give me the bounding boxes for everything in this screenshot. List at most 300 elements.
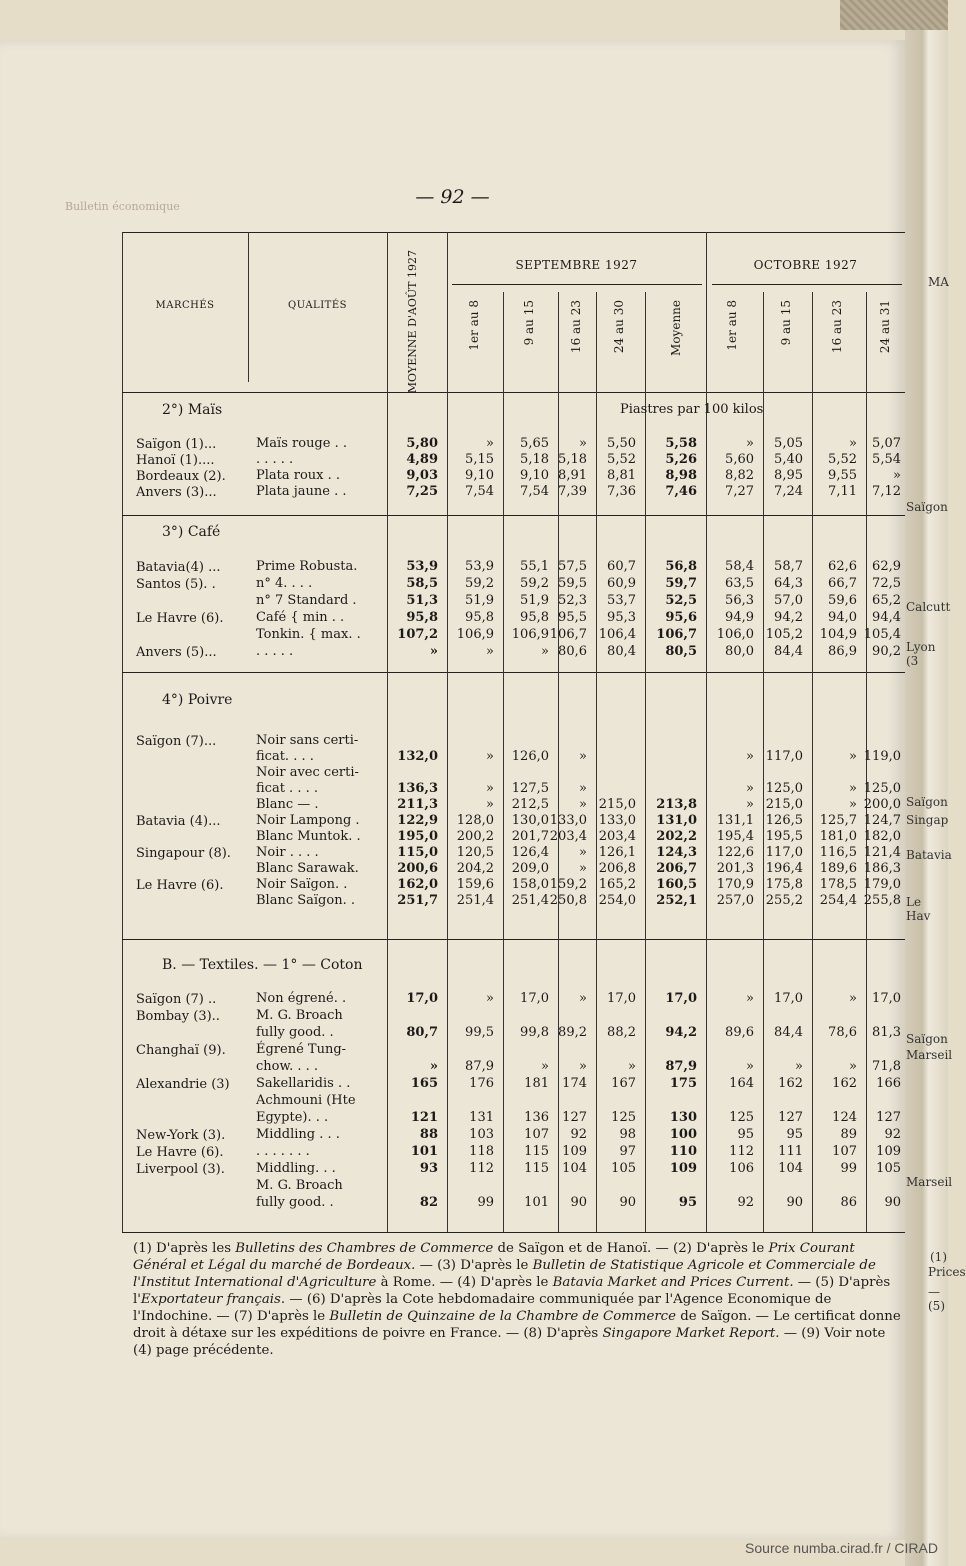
- price-value: 58,5: [406, 576, 438, 591]
- price-value: 159,2: [549, 877, 587, 892]
- price-value: 7,36: [607, 484, 636, 499]
- price-value: »: [486, 781, 494, 796]
- price-value: 118: [469, 1144, 494, 1159]
- price-value: »: [579, 781, 587, 796]
- price-value: 95,8: [465, 610, 494, 625]
- price-table: [122, 232, 905, 1232]
- price-value: 90: [619, 1195, 636, 1210]
- footnote-text: de Saïgon. — Le certificat donne droit à détaxe sur les expéditions de poivre en France. — (8) D'après: [133, 1309, 901, 1341]
- edge-fragment: Calcutt: [906, 600, 951, 614]
- quality-label: Egypte). . .: [256, 1110, 329, 1125]
- price-value: 9,55: [828, 468, 857, 483]
- price-value: 250,8: [549, 893, 587, 908]
- edge-fragment: — (5): [928, 1285, 945, 1313]
- price-value: 200,2: [456, 829, 494, 844]
- price-value: 206,7: [656, 861, 697, 876]
- price-value: 5,58: [665, 436, 697, 451]
- edge-fragment: Saïgon: [906, 500, 948, 514]
- price-value: 51,9: [465, 593, 494, 608]
- price-value: 206,8: [598, 861, 636, 876]
- quality-label: Plata jaune . .: [256, 484, 347, 499]
- price-value: 51,3: [406, 593, 438, 608]
- price-value: 126,4: [511, 845, 549, 860]
- footnote-title: Exportateur français.: [140, 1292, 286, 1307]
- section-rule: [122, 939, 905, 940]
- price-value: 59,5: [558, 576, 587, 591]
- price-value: 90: [884, 1195, 901, 1210]
- table-top-rule: [122, 232, 905, 233]
- market-label: Santos (5). .: [136, 577, 216, 592]
- market-label: Le Havre (6).: [136, 611, 224, 626]
- price-value: 51,9: [520, 593, 549, 608]
- price-value: 106,4: [598, 627, 636, 642]
- price-value: 126,1: [598, 845, 636, 860]
- price-value: 106,7: [656, 627, 697, 642]
- subheader: 16 au 23: [569, 300, 583, 354]
- price-value: 106,0: [716, 627, 754, 642]
- price-value: 7,46: [665, 484, 697, 499]
- price-value: 59,2: [465, 576, 494, 591]
- quality-label: . . . . .: [256, 452, 294, 467]
- quality-label: Noir avec certi-: [256, 765, 359, 780]
- price-value: 57,0: [774, 593, 803, 608]
- market-label: Saïgon (7)...: [136, 734, 217, 749]
- price-value: 200,0: [863, 797, 901, 812]
- section-rule: [122, 515, 905, 516]
- price-value: 17,0: [520, 991, 549, 1006]
- price-value: 106,9: [456, 627, 494, 642]
- table-bottom-rule: [122, 1232, 905, 1233]
- price-value: 101: [524, 1195, 549, 1210]
- market-label: Saïgon (7) ..: [136, 992, 217, 1007]
- price-value: 84,4: [774, 1025, 803, 1040]
- price-value: 63,5: [725, 576, 754, 591]
- footnote-title: Bulletin de Statistique Agricole et Commerciale de l'Institut International d'Agriculture: [133, 1258, 876, 1290]
- price-value: 87,9: [665, 1059, 697, 1074]
- price-value: 107: [832, 1144, 857, 1159]
- price-value: 115: [524, 1144, 549, 1159]
- price-value: 94,2: [665, 1025, 697, 1040]
- price-value: 8,82: [725, 468, 754, 483]
- price-value: »: [849, 1059, 857, 1074]
- price-value: 201,7: [511, 829, 549, 844]
- price-value: 106,7: [549, 627, 587, 642]
- price-value: 55,1: [520, 559, 549, 574]
- footnotes: [133, 1240, 903, 1359]
- quality-label: chow. . . .: [256, 1059, 318, 1074]
- price-value: »: [849, 749, 857, 764]
- edge-fragment: Marseil: [906, 1048, 953, 1062]
- price-value: 7,27: [725, 484, 754, 499]
- price-value: »: [893, 468, 901, 483]
- market-label: New-York (3).: [136, 1128, 226, 1143]
- edge-fragment: Saïgon: [906, 1032, 948, 1046]
- price-value: 121,4: [863, 845, 901, 860]
- price-value: 165: [410, 1076, 438, 1091]
- price-value: 17,0: [607, 991, 636, 1006]
- price-value: 101: [410, 1144, 438, 1159]
- section-title-poivre: 4°) Poivre: [162, 692, 233, 708]
- price-value: 136,3: [397, 781, 438, 796]
- quality-label: Prime Robusta.: [256, 559, 358, 574]
- section-title-cafe: 3°) Café: [162, 524, 221, 540]
- price-value: 111: [778, 1144, 803, 1159]
- quality-label: Égrené Tung-: [256, 1042, 347, 1057]
- price-value: 200,6: [397, 861, 438, 876]
- market-label: Le Havre (6).: [136, 878, 224, 893]
- market-label: Anvers (3)...: [136, 485, 217, 500]
- section-unit: Piastres par 100 kilos: [620, 402, 764, 417]
- price-value: 95,5: [558, 610, 587, 625]
- price-value: 107,2: [397, 627, 438, 642]
- price-value: 8,95: [774, 468, 803, 483]
- price-value: 252,1: [656, 893, 697, 908]
- price-value: »: [628, 1059, 636, 1074]
- price-value: 94,4: [872, 610, 901, 625]
- section-title-mais: 2°) Maïs: [162, 402, 223, 418]
- price-value: 255,8: [863, 893, 901, 908]
- price-value: 57,5: [558, 559, 587, 574]
- price-value: »: [579, 749, 587, 764]
- market-label: Bombay (3)..: [136, 1009, 220, 1024]
- price-value: 131,1: [716, 813, 754, 828]
- price-value: 5,52: [828, 452, 857, 467]
- price-value: 65,2: [872, 593, 901, 608]
- price-value: 136: [524, 1110, 549, 1125]
- price-value: 17,0: [406, 991, 438, 1006]
- quality-label: Blanc Sarawak.: [256, 861, 359, 876]
- edge-fragment: Singap: [906, 813, 949, 827]
- edge-fragment: Prices: [928, 1265, 966, 1279]
- price-value: 131,0: [656, 813, 697, 828]
- faded-running-header: Bulletin économique: [65, 200, 180, 213]
- price-value: 257,0: [716, 893, 754, 908]
- table-left-rule: [122, 232, 123, 1232]
- price-value: 109: [669, 1161, 697, 1176]
- price-value: »: [486, 749, 494, 764]
- market-label: Anvers (5)...: [136, 645, 217, 660]
- price-value: 105: [876, 1161, 901, 1176]
- price-value: 175: [669, 1076, 697, 1091]
- quality-label: Café { min . .: [256, 610, 345, 625]
- subheader: 24 au 31: [878, 300, 892, 354]
- subheader: 1er au 8: [725, 300, 739, 351]
- price-value: 127: [876, 1110, 901, 1125]
- price-value: 130,0: [511, 813, 549, 828]
- price-value: 7,25: [406, 484, 438, 499]
- price-value: »: [849, 991, 857, 1006]
- header-octobre: OCTOBRE 1927: [753, 258, 858, 272]
- price-value: 80,5: [665, 644, 697, 659]
- price-value: »: [429, 644, 438, 659]
- price-value: 106: [729, 1161, 754, 1176]
- price-value: 103: [469, 1127, 494, 1142]
- quality-label: Blanc Muntok. .: [256, 829, 361, 844]
- column-rule: [596, 292, 597, 1232]
- price-value: 189,6: [819, 861, 857, 876]
- price-value: 195,0: [397, 829, 438, 844]
- header-bottom-rule: [122, 392, 905, 393]
- market-label: Batavia(4) ...: [136, 560, 221, 575]
- price-value: 104: [778, 1161, 803, 1176]
- price-value: 5,18: [520, 452, 549, 467]
- market-label: Liverpool (3).: [136, 1162, 225, 1177]
- price-value: 5,40: [774, 452, 803, 467]
- price-value: 89: [840, 1127, 857, 1142]
- price-value: »: [795, 1059, 803, 1074]
- price-value: »: [579, 991, 587, 1006]
- price-value: 128,0: [456, 813, 494, 828]
- price-value: 127: [778, 1110, 803, 1125]
- column-rule: [645, 292, 646, 1232]
- price-value: 7,54: [465, 484, 494, 499]
- book-spine: [905, 0, 951, 1566]
- price-value: 58,4: [725, 559, 754, 574]
- price-value: 170,9: [716, 877, 754, 892]
- price-value: 97: [619, 1144, 636, 1159]
- quality-label: fully good. .: [256, 1195, 334, 1210]
- price-value: 122,6: [716, 845, 754, 860]
- quality-label: . . . . . . .: [256, 1144, 310, 1159]
- price-value: 52,5: [665, 593, 697, 608]
- price-value: 80,6: [558, 644, 587, 659]
- price-value: 80,0: [725, 644, 754, 659]
- price-value: 164: [729, 1076, 754, 1091]
- price-value: 254,0: [598, 893, 636, 908]
- price-value: 126,5: [765, 813, 803, 828]
- market-label: Singapour (8).: [136, 846, 231, 861]
- price-value: 175,8: [765, 877, 803, 892]
- price-value: 5,07: [872, 436, 901, 451]
- subheader: 9 au 15: [779, 300, 793, 346]
- price-value: 110: [669, 1144, 697, 1159]
- price-value: 95,3: [607, 610, 636, 625]
- market-label: Le Havre (6).: [136, 1145, 224, 1160]
- quality-label: Maïs rouge . .: [256, 436, 347, 451]
- price-value: 94,0: [828, 610, 857, 625]
- quality-label: n° 7 Standard .: [256, 593, 357, 608]
- footnote-text: (1) D'après les: [133, 1241, 236, 1256]
- price-value: 17,0: [872, 991, 901, 1006]
- price-value: 179,0: [863, 877, 901, 892]
- header-marches: MARCHÉS: [155, 300, 215, 311]
- price-value: 56,8: [665, 559, 697, 574]
- quality-label: Non égrené. .: [256, 991, 347, 1006]
- edge-fragment: Le Hav: [906, 895, 931, 923]
- price-value: 9,10: [520, 468, 549, 483]
- price-value: 162,0: [397, 877, 438, 892]
- price-value: »: [746, 749, 754, 764]
- price-value: 105,4: [863, 627, 901, 642]
- price-value: »: [429, 1059, 438, 1074]
- quality-label: Middling . . .: [256, 1127, 340, 1142]
- subheader: 9 au 15: [522, 300, 536, 346]
- price-value: 5,52: [607, 452, 636, 467]
- price-value: 254,4: [819, 893, 857, 908]
- price-value: 158,0: [511, 877, 549, 892]
- price-value: 95: [737, 1127, 754, 1142]
- price-value: 87,9: [465, 1059, 494, 1074]
- price-value: »: [541, 644, 549, 659]
- price-value: 99: [477, 1195, 494, 1210]
- price-value: 7,12: [872, 484, 901, 499]
- price-value: 167: [611, 1076, 636, 1091]
- price-value: 251,7: [397, 893, 438, 908]
- price-value: 120,5: [456, 845, 494, 860]
- price-value: 109: [562, 1144, 587, 1159]
- price-value: 64,3: [774, 576, 803, 591]
- price-value: 52,3: [558, 593, 587, 608]
- price-value: 125,0: [765, 781, 803, 796]
- quality-label: Noir . . . .: [256, 845, 319, 860]
- price-value: 106,9: [511, 627, 549, 642]
- price-value: 8,81: [607, 468, 636, 483]
- price-value: 131: [469, 1110, 494, 1125]
- market-label: Bordeaux (2).: [136, 469, 226, 484]
- price-value: 181: [524, 1076, 549, 1091]
- price-value: 95,8: [406, 610, 438, 625]
- price-value: 105,2: [765, 627, 803, 642]
- price-value: 115: [524, 1161, 549, 1176]
- market-label: Batavia (4)...: [136, 814, 221, 829]
- price-value: 196,4: [765, 861, 803, 876]
- price-value: 5,50: [607, 436, 636, 451]
- price-value: 59,6: [828, 593, 857, 608]
- price-value: 7,54: [520, 484, 549, 499]
- price-value: 127: [562, 1110, 587, 1125]
- price-value: 124,3: [656, 845, 697, 860]
- binding-cloth: [840, 0, 948, 30]
- price-value: 5,26: [665, 452, 697, 467]
- price-value: 112: [729, 1144, 754, 1159]
- price-value: »: [746, 781, 754, 796]
- price-value: 7,24: [774, 484, 803, 499]
- section-rule: [122, 672, 905, 673]
- market-label: Changhaï (9).: [136, 1043, 226, 1058]
- price-value: »: [579, 797, 587, 812]
- price-value: 125,7: [819, 813, 857, 828]
- price-value: 90,2: [872, 644, 901, 659]
- price-value: »: [486, 797, 494, 812]
- footnote-title: Batavia Market and Prices Current.: [552, 1275, 794, 1290]
- price-value: 62,6: [828, 559, 857, 574]
- price-value: 251,4: [456, 893, 494, 908]
- quality-label: Tonkin. { max. .: [256, 627, 361, 642]
- price-value: 59,7: [665, 576, 697, 591]
- price-value: 60,7: [607, 559, 636, 574]
- price-value: 90: [570, 1195, 587, 1210]
- price-value: »: [579, 861, 587, 876]
- price-value: 195,4: [716, 829, 754, 844]
- price-value: 166: [876, 1076, 901, 1091]
- price-value: 8,98: [665, 468, 697, 483]
- market-label: Alexandrie (3): [136, 1077, 230, 1092]
- quality-label: ficat . . . .: [256, 781, 318, 796]
- column-rule: [706, 232, 707, 1232]
- footnote-text: — (9) Voir note (4) page précédente.: [133, 1326, 886, 1358]
- subheader: Moyenne: [669, 300, 683, 356]
- footnote-title: Prix Courant Général et Légal du marché de Bordeaux.: [133, 1241, 855, 1273]
- price-value: 181,0: [819, 829, 857, 844]
- price-value: »: [486, 644, 494, 659]
- price-value: 5,80: [406, 436, 438, 451]
- price-value: 5,05: [774, 436, 803, 451]
- price-value: 119,0: [863, 749, 901, 764]
- price-value: 112: [469, 1161, 494, 1176]
- footnote-text: — (3) D'après le: [415, 1258, 533, 1273]
- price-value: 80,4: [607, 644, 636, 659]
- price-value: 203,4: [549, 829, 587, 844]
- page-number: — 92 —: [415, 186, 490, 208]
- price-value: 72,5: [872, 576, 901, 591]
- price-value: 5,65: [520, 436, 549, 451]
- price-value: »: [746, 797, 754, 812]
- quality-label: Achmouni (Hte: [256, 1093, 356, 1108]
- price-value: 117,0: [765, 845, 803, 860]
- price-value: 125: [729, 1110, 754, 1125]
- price-value: 94,2: [774, 610, 803, 625]
- price-value: 94,9: [725, 610, 754, 625]
- price-value: 133,0: [598, 813, 636, 828]
- price-value: 105: [611, 1161, 636, 1176]
- price-value: 124: [832, 1110, 857, 1125]
- price-value: 99,5: [465, 1025, 494, 1040]
- quality-label: Noir Lampong .: [256, 813, 360, 828]
- price-value: 53,9: [406, 559, 438, 574]
- price-value: 116,5: [819, 845, 857, 860]
- price-value: »: [579, 845, 587, 860]
- price-value: 9,10: [465, 468, 494, 483]
- price-value: 78,6: [828, 1025, 857, 1040]
- price-value: »: [849, 781, 857, 796]
- price-value: 93: [419, 1161, 438, 1176]
- brace-rule: [452, 284, 702, 285]
- price-value: 127,5: [511, 781, 549, 796]
- quality-label: Noir sans certi-: [256, 733, 359, 748]
- price-value: 159,6: [456, 877, 494, 892]
- quality-label: Blanc — .: [256, 797, 319, 812]
- price-value: 9,03: [406, 468, 438, 483]
- edge-fragment: (1): [930, 1250, 947, 1264]
- price-value: 92: [884, 1127, 901, 1142]
- quality-label: ficat. . . .: [256, 749, 314, 764]
- price-value: 202,2: [656, 829, 697, 844]
- price-value: 165,2: [598, 877, 636, 892]
- edge-fragment: Marseil: [906, 1175, 953, 1189]
- price-value: 215,0: [598, 797, 636, 812]
- market-label: Saïgon (1)...: [136, 437, 217, 452]
- source-credit: Source numba.cirad.fr / CIRAD: [745, 1540, 938, 1556]
- price-value: 186,3: [863, 861, 901, 876]
- price-value: »: [746, 1059, 754, 1074]
- price-value: 95,8: [520, 610, 549, 625]
- footnote-text: — (5) D'après l': [133, 1275, 891, 1307]
- edge-fragment: MA: [928, 275, 949, 289]
- price-value: 211,3: [397, 797, 438, 812]
- price-value: »: [746, 436, 754, 451]
- header-qualites: QUALITÉS: [288, 300, 347, 311]
- price-value: 212,5: [511, 797, 549, 812]
- price-value: »: [579, 1059, 587, 1074]
- price-value: 8,91: [558, 468, 587, 483]
- price-value: 162: [832, 1076, 857, 1091]
- price-value: 133,0: [549, 813, 587, 828]
- price-value: 66,7: [828, 576, 857, 591]
- price-value: 62,9: [872, 559, 901, 574]
- price-value: 7,11: [828, 484, 857, 499]
- price-value: 213,8: [656, 797, 697, 812]
- price-value: 84,4: [774, 644, 803, 659]
